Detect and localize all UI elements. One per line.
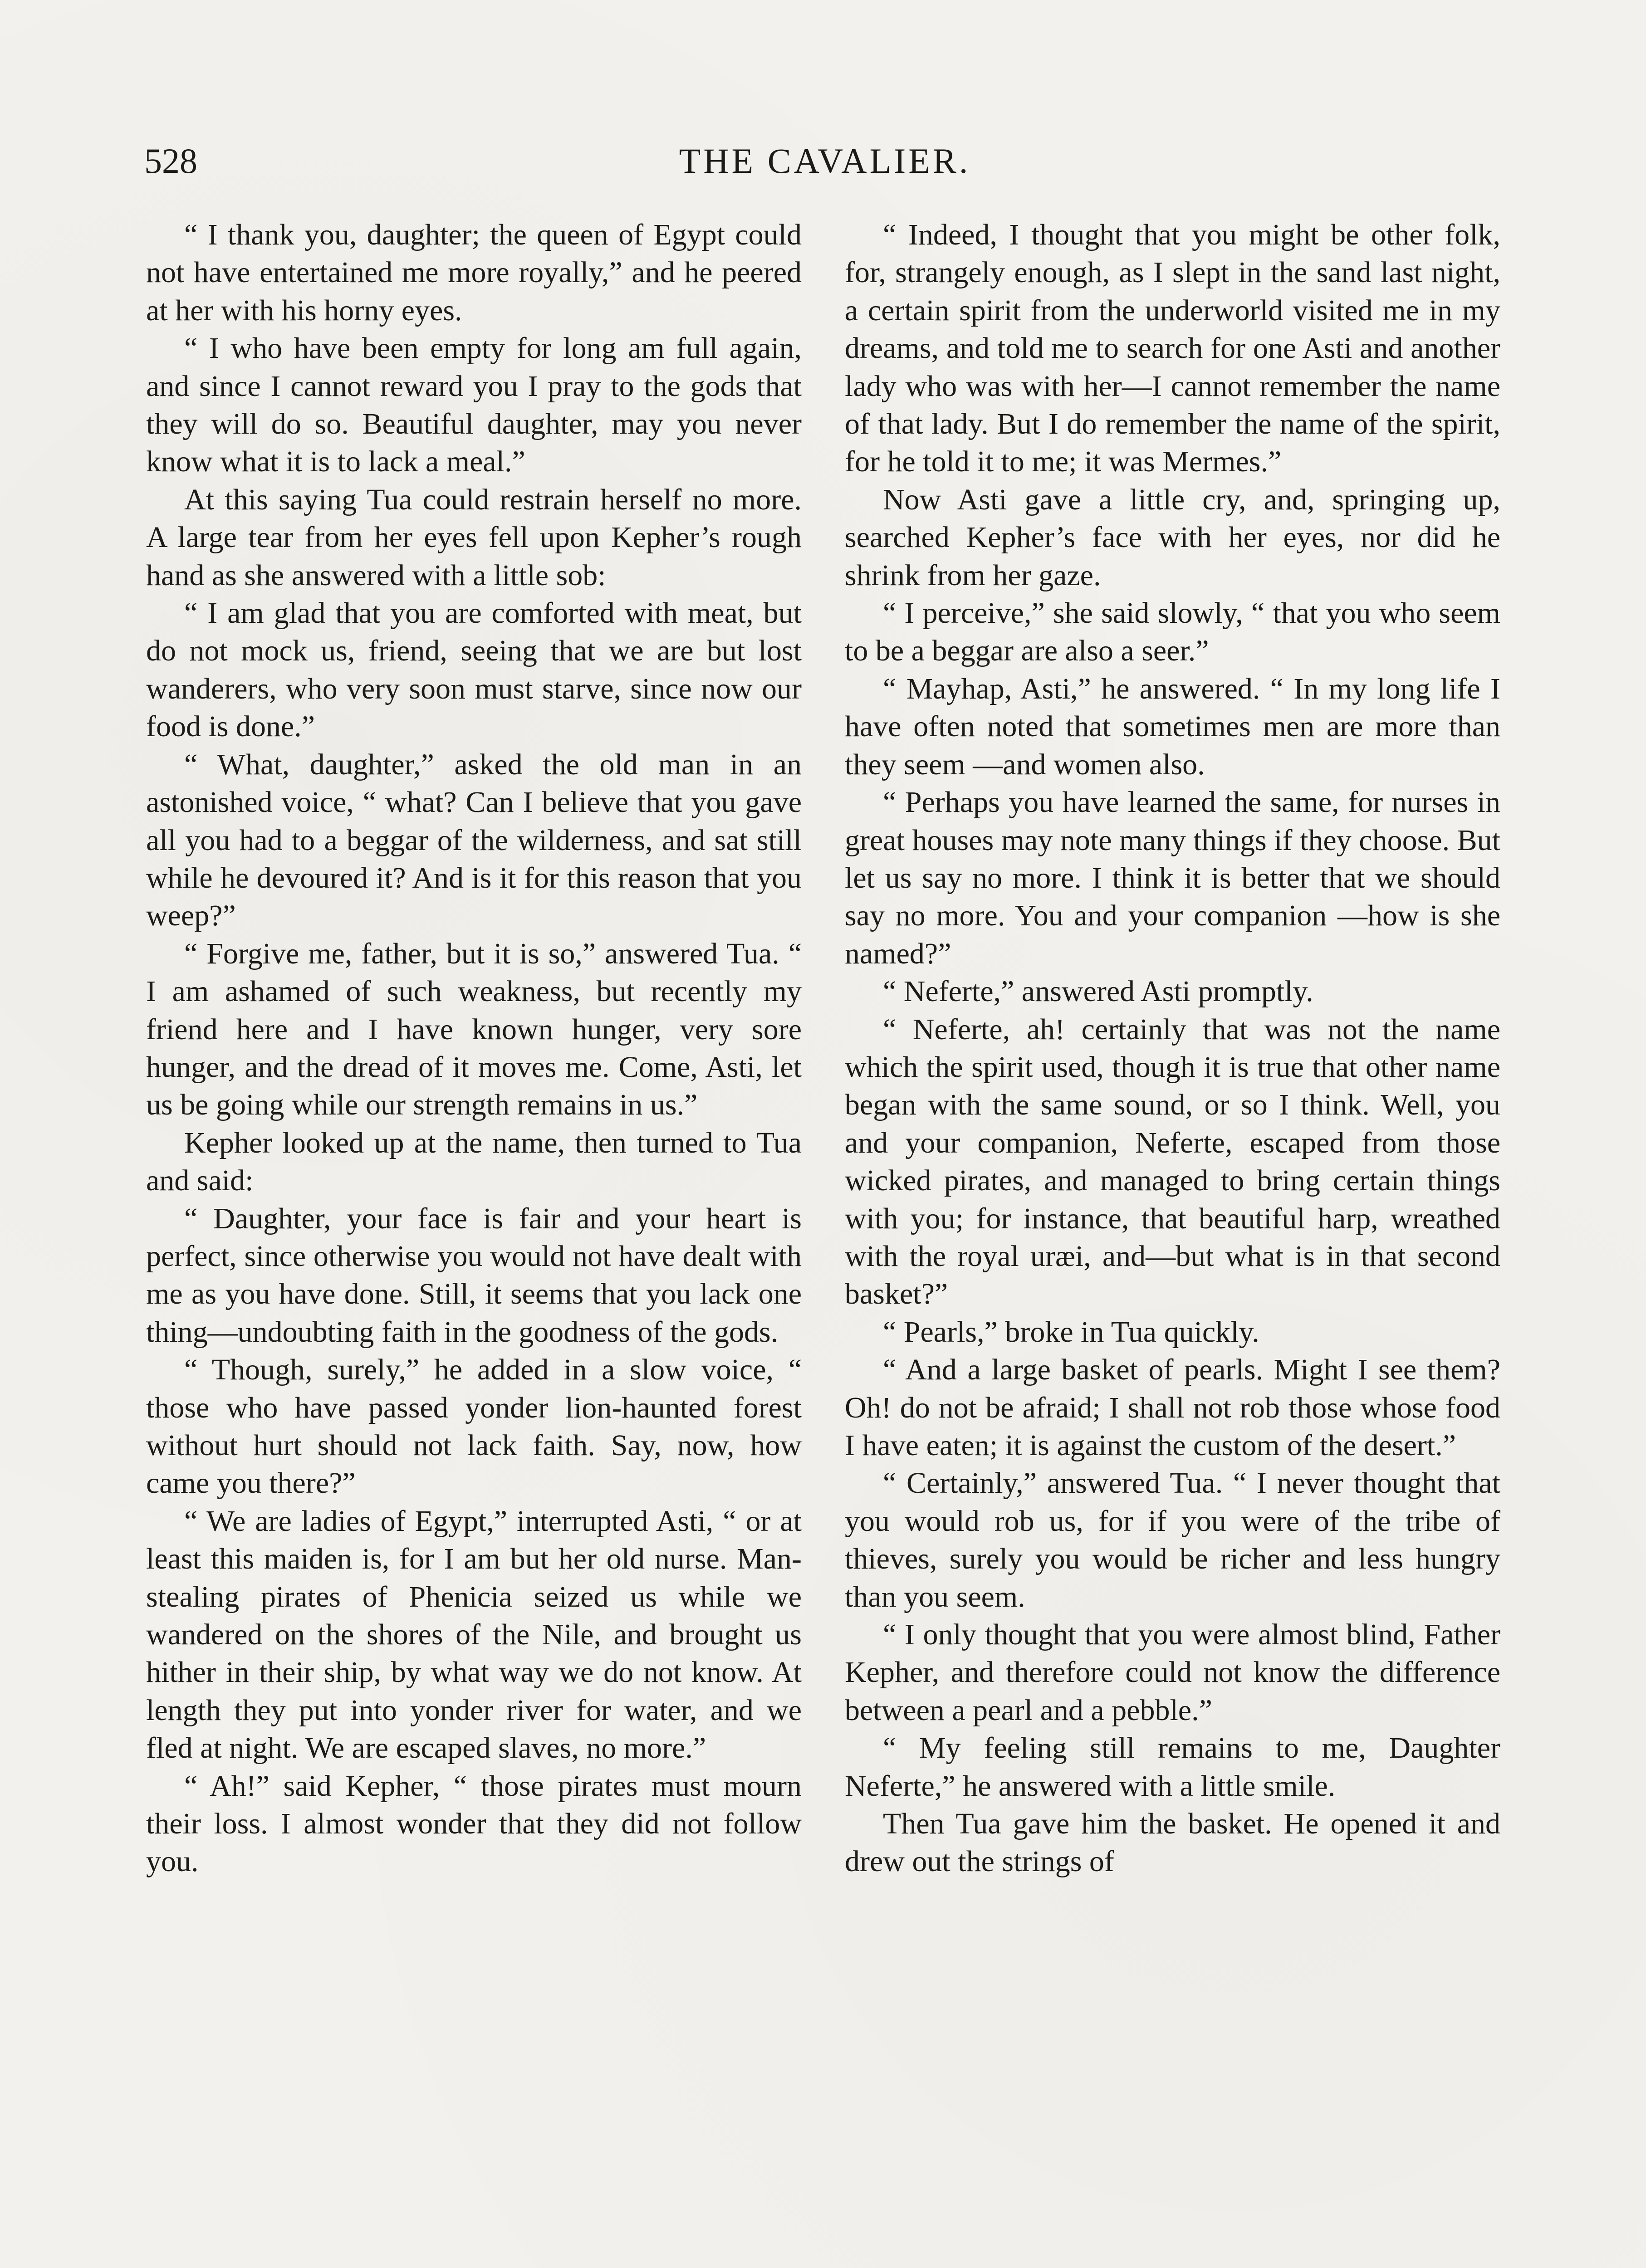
paragraph: Then Tua gave him the basket. He opened it and drew out the strings of [845, 1807, 1500, 1878]
paragraph: “ Neferte,” answered Asti promptly. [883, 975, 1313, 1008]
paragraph: “ I perceive,” she said slowly, “ that you who seem to be a beggar are also a seer.” [845, 596, 1500, 668]
page-header [144, 136, 1505, 186]
right-column [845, 216, 1500, 1881]
page-number: 528 [144, 141, 197, 181]
paragraph: “ Ah!” said Kepher, “ those pirates must mourn their loss. I almost wonder that they did not follow you. [146, 1769, 802, 1878]
paragraph: “ What, daughter,” asked the old man in an astonished voice, “ what? Can I believe that you gave all you had to a beggar of the wilderness, and sat still while he devoured it? And is it for this reason that you weep?” [146, 748, 802, 933]
paragraph: Kepher looked up at the name, then turned to Tua and said: [146, 1126, 802, 1198]
running-title: THE CAVALIER. [679, 141, 971, 181]
paragraph: “ Pearls,” broke in Tua quickly. [883, 1315, 1259, 1349]
paragraph: “ Though, surely,” he added in a slow voice, “ those who have passed yonder lion-haunted forest without hurt should not lack faith. Say, now, how came you there?” [146, 1353, 802, 1500]
paragraph: “ Mayhap, Asti,” he answered. “ In my long life I have often noted that sometimes men are more than they seem —and women also. [845, 672, 1500, 781]
paragraph: “ We are ladies of Egypt,” interrupted Asti, “ or at least this maiden is, for I am but her old nurse. Man-stealing pirates of Phenicia seized us while we wandered on the shores of the Nile, and brought us hither in their ship, by what way we do not know. At length they put into yonder river for water, and we fled at night. We are escaped slaves, no more.” [146, 1504, 802, 1765]
paragraph: Now Asti gave a little cry, and, springing up, searched Kepher’s face with her eyes, nor did he shrink from her gaze. [845, 483, 1500, 592]
paragraph: “ Certainly,” answered Tua. “ I never thought that you would rob us, for if you were of the tribe of thieves, surely you would be richer and less hungry than you seem. [845, 1466, 1500, 1613]
paragraph: “ And a large basket of pearls. Might I see them? Oh! do not be afraid; I shall not rob those whose food I have eaten; it is against the custom of the desert.” [845, 1353, 1500, 1462]
paragraph: “ Indeed, I thought that you might be other folk, for, strangely enough, as I slept in the sand last night, a certain spirit from the underworld visited me in my dreams, and told me to search for one Asti and another lady who was with her—I cannot remember the name of that lady. But I do remember the name of the spirit, for he told it to me; it was Mermes.” [845, 218, 1500, 479]
paragraph: “ Forgive me, father, but it is so,” answered Tua. “ I am ashamed of such weakness, but recently my friend here and I have known hunger, very sore hunger, and the dread of it moves me. Come, Asti, let us be going while our strength remains in us.” [146, 937, 802, 1122]
paragraph: “ Daughter, your face is fair and your heart is perfect, since otherwise you would not have dealt with me as you have done. Still, it seems that you lack one thing—undoubting faith in the goodness of the gods. [146, 1202, 802, 1349]
paragraph: “ I only thought that you were almost blind, Father Kepher, and therefore could not know the difference between a pearl and a pebble.” [845, 1618, 1500, 1727]
paragraph: “ My feeling still remains to me, Daughter Neferte,” he answered with a little smile. [845, 1731, 1500, 1803]
paragraph: “ I am glad that you are comforted with meat, but do not mock us, friend, seeing that we are but lost wanderers, who very soon must starve, since now our food is done.” [146, 596, 802, 743]
paragraph: “ Neferte, ah! certainly that was not the name which the spirit used, though it is true that other name began with the same sound, or so I think. Well, you and your companion, Neferte, escaped from those wicked pirates, and managed to bring certain things with you; for instance, that beautiful harp, wreathed with the royal uræi, and—but what is in that second basket?” [845, 1012, 1500, 1311]
paragraph: “ Perhaps you have learned the same, for nurses in great houses may note many things if they choose. But let us say no more. I think it is better that we should say no more. You and your companion —how is she named?” [845, 786, 1500, 970]
paragraph: “ I thank you, daughter; the queen of Egypt could not have entertained me more royally,” and he peered at her with his horny eyes. [146, 218, 802, 327]
paragraph: At this saying Tua could restrain herself no more. A large tear from her eyes fell upon Kepher’s rough hand as she answered with a little sob: [146, 483, 802, 592]
left-column [146, 216, 802, 1881]
paragraph: “ I who have been empty for long am full again, and since I cannot reward you I pray to the gods that they will do so. Beautiful daughter, may you never know what it is to lack a meal.” [146, 332, 802, 479]
